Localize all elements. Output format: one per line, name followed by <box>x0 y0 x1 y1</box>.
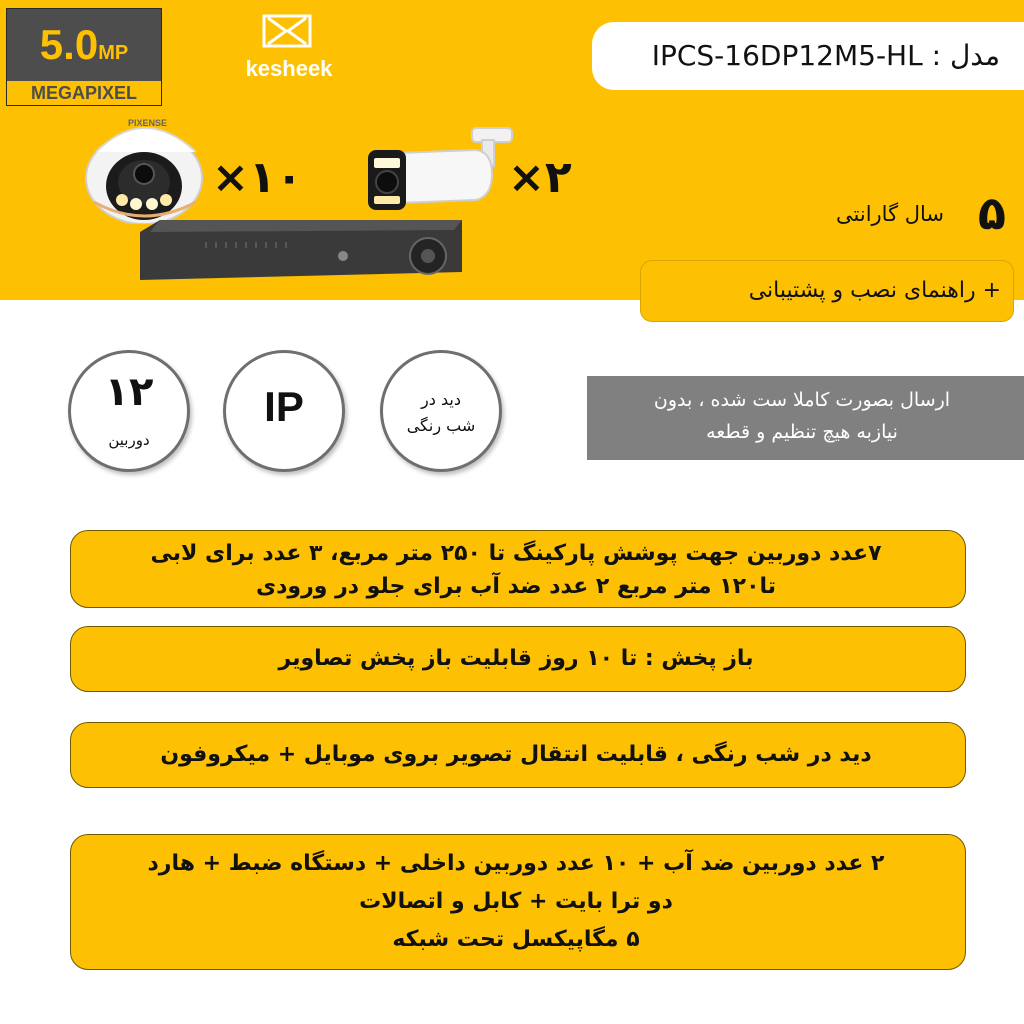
model-box <box>592 22 1024 90</box>
support-text: + راهنمای نصب و پشتیبانی <box>748 278 1001 303</box>
shipping-box <box>587 376 1024 460</box>
support-box <box>640 260 1014 322</box>
brand-name: kesheek <box>245 56 333 81</box>
info-box-coverage-text <box>91 537 941 603</box>
info-box-coverage <box>70 530 966 608</box>
megapixel-unit: MP <box>98 42 129 64</box>
shipping-line2: نیازبه هیچ تنظیم و قطعه <box>706 421 898 443</box>
megapixel-value: 5.0MP <box>39 21 129 68</box>
megapixel-badge <box>6 8 162 106</box>
cameras-count-number: ۱۲ <box>104 369 154 415</box>
night-vision-line1: دید در <box>421 390 461 409</box>
shipping-text <box>597 384 1007 448</box>
warranty-number: ۵ <box>977 186 1006 240</box>
night-vision-line2: شب رنگی <box>406 416 476 435</box>
shipping-line1: ارسال بصورت کاملا ست شده ، بدون <box>653 389 951 411</box>
night-vision-label <box>383 387 499 439</box>
dome-camera-qty: ×۱۰ <box>212 152 303 203</box>
warranty-text: سال گارانتی <box>836 202 944 226</box>
info-line: ۵ مگاپیکسل تحت شبکه <box>392 927 640 952</box>
info-line: تا۱۲۰ متر مربع ۲ عدد ضد آب برای جلو در ورودی <box>255 574 777 599</box>
info-box-playback-text: باز پخش : تا ۱۰ روز قابلیت باز پخش تصاویر <box>278 646 754 671</box>
dome-camera-image <box>78 112 212 224</box>
info-line: ۷عدد دوربین جهت پوشش پارکینگ تا ۲۵۰ متر مربع، ۳ عدد برای لابی <box>150 541 882 566</box>
info-box-package-text <box>91 845 941 959</box>
ip-label: IP <box>264 383 304 430</box>
cameras-count-label: دوربین <box>108 431 150 449</box>
warranty <box>800 186 1006 242</box>
info-line: ۲ عدد دوربین ضد آب + ۱۰ عدد دوربین داخلی + دستگاه ضبط + هارد <box>147 851 885 876</box>
info-box-playback <box>70 626 966 692</box>
kesheek-logo-icon <box>262 14 312 48</box>
cameras-count-circle <box>68 350 190 472</box>
info-box-night-vision <box>70 722 966 788</box>
dvr-recorder-image <box>136 218 466 282</box>
info-line: دو ترا بایت + کابل و اتصالات <box>359 889 673 914</box>
ip-circle <box>223 350 345 472</box>
bullet-camera-qty: ×۲ <box>508 152 572 203</box>
bullet-camera-image <box>364 124 520 216</box>
dome-camera-brand: PIXENSE <box>128 118 168 128</box>
night-vision-circle <box>380 350 502 472</box>
info-box-night-vision-text: دید در شب رنگی ، قابلیت انتقال تصویر بروی موبایل + میکروفون <box>160 742 872 767</box>
megapixel-label: MEGAPIXEL <box>30 83 137 103</box>
info-box-package <box>70 834 966 970</box>
model-text: مدل : IPCS-16DP12M5-HL <box>651 39 1000 72</box>
